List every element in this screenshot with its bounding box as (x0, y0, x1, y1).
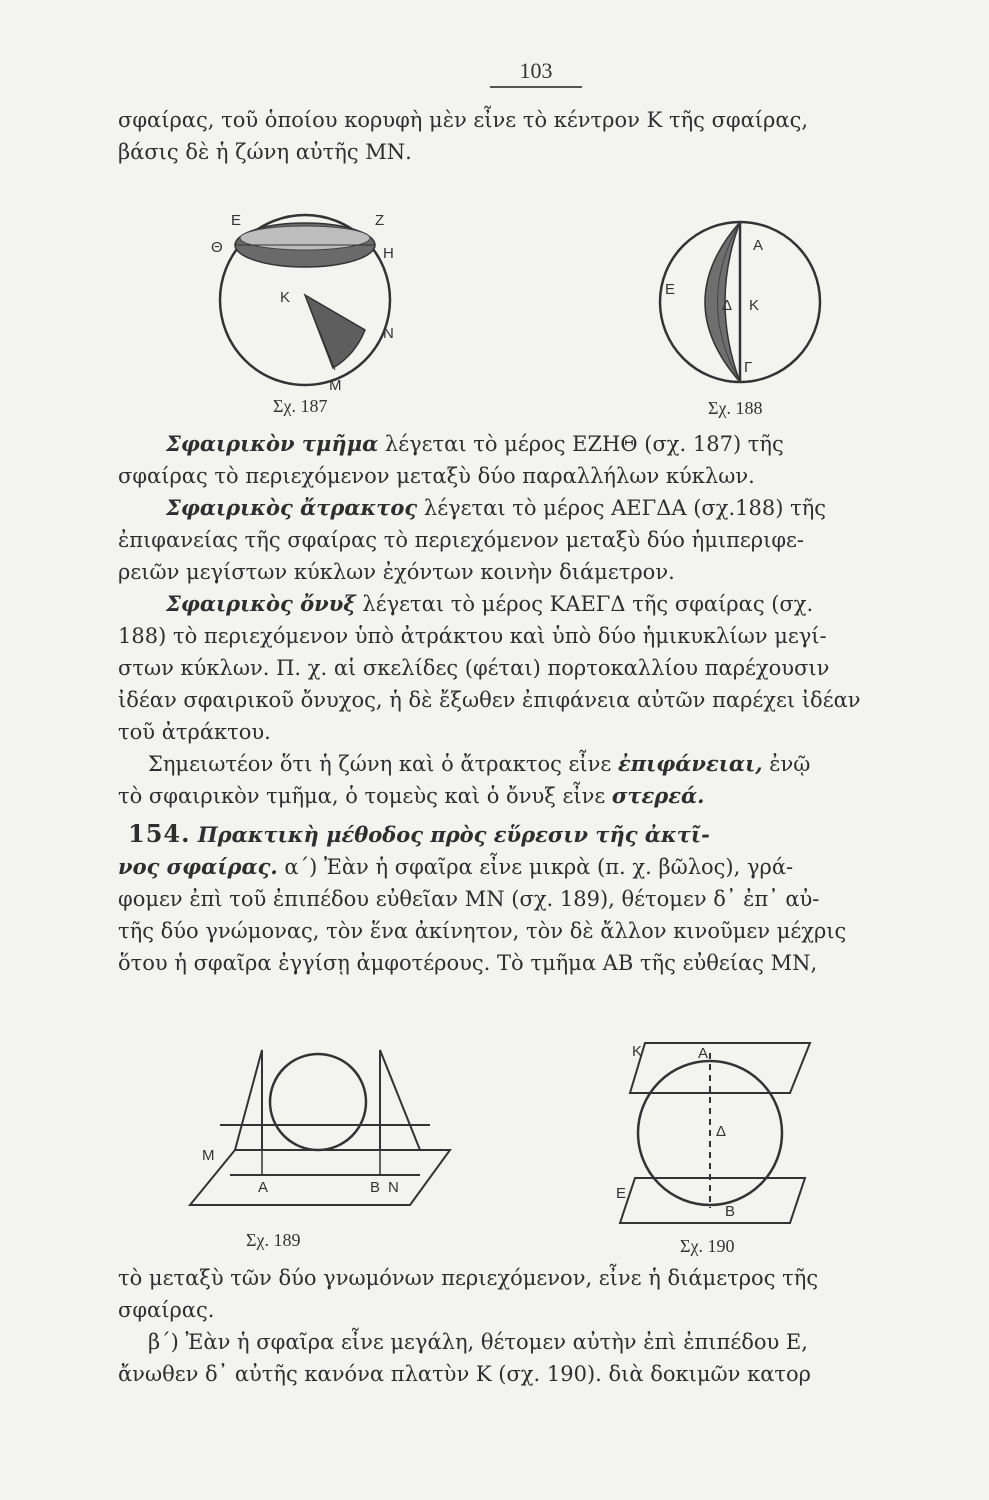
caption-fig-189: Σχ. 189 (246, 1230, 301, 1250)
text-run: λέγεται τὸ μέρος ΑΕΓΔΑ (σχ.188) τῆς (417, 496, 827, 520)
text-line: ἰδέαν σφαιρικοῦ ὄνυχος, ἡ δὲ ἔξωθεν ἐπιφάνεια αὐτῶν παρέχει ἰδέαν (118, 688, 861, 712)
term-spherical-lune: Σφαιρικὸς ἄτρακτος (166, 495, 418, 520)
text-line: σφαίρας τὸ περιεχόμενον μεταξὺ δύο παραλλήλων κύκλων. (118, 464, 755, 488)
text-line: φομεν ἐπὶ τοῦ ἐπιπέδου εὐθεῖαν ΜΝ (σχ. 189), θέτομεν δ᾽ ἐπ᾽ αὐ- (118, 887, 820, 911)
figure-189 (180, 1040, 470, 1220)
label-theta: Θ (211, 239, 223, 256)
label-alpha: Α (698, 1045, 709, 1062)
definition-wedge (118, 588, 908, 620)
label-beta: Β (370, 1179, 381, 1196)
label-eta: Η (383, 245, 394, 262)
label-gamma: Γ (744, 359, 753, 376)
label-epsilon: Ε (665, 281, 676, 298)
text-line: σφαίρας. (118, 1298, 215, 1322)
text-run: λέγεται τὸ μέρος ΕΖΗΘ (σχ. 187) τῆς (378, 432, 784, 456)
text-line: ὅτου ἡ σφαῖρα ἐγγίσῃ ἀμφοτέρους. Τὸ τμῆμα ΑΒ τῆς εὐθείας ΜΝ, (118, 951, 818, 975)
text-run: α΄) Ἐὰν ἡ σφαῖρα εἶνε μικρὰ (π. χ. βῶλος), γρά- (277, 855, 794, 879)
section-number: 154. (128, 819, 191, 848)
label-delta: Δ (716, 1123, 727, 1140)
text-line: τοῦ ἀτράκτου. (118, 720, 271, 744)
label-epsilon: Ε (616, 1185, 627, 1202)
text-run: τὸ σφαιρικὸν τμῆμα, ὁ τομεὺς καὶ ὁ ὄνυξ εἶνε (118, 784, 612, 808)
text-run: Σημειωτέον ὅτι ἡ ζώνη καὶ ὁ ἄτρακτος εἶνε (148, 752, 618, 776)
caption-fig-188: Σχ. 188 (708, 398, 763, 418)
section-title: νος σφαίρας. (118, 854, 278, 879)
definition-segment (118, 428, 908, 460)
label-mu: Μ (329, 377, 342, 394)
text-line: 188) τὸ περιεχόμενον ὑπὸ ἀτράκτου καὶ ὑπὸ δύο ἡμικυκλίων μεγί- (118, 624, 827, 648)
label-nu: Ν (388, 1179, 399, 1196)
label-alpha: Α (753, 237, 764, 254)
label-beta: Β (725, 1203, 736, 1220)
definitions-block (118, 428, 908, 979)
text-line: τὸ μεταξὺ τῶν δύο γνωμόνων περιεχόμενον, εἶνε ἡ διάμετρος τῆς (118, 1266, 819, 1290)
label-kappa: Κ (632, 1043, 643, 1060)
paragraph-intro (118, 104, 908, 168)
text-line: ἄνωθεν δ᾽ αὐτῆς κανόνα πλατὺν Κ (σχ. 190). διὰ δοκιμῶν κατορ (118, 1362, 811, 1386)
note-line (118, 748, 908, 780)
caption-fig-187: Σχ. 187 (273, 396, 328, 416)
text-line: β΄) Ἐὰν ἡ σφαῖρα εἶνε μεγάλη, θέτομεν αὐτὴν ἐπὶ ἐπιπέδου Ε, (148, 1330, 808, 1354)
label-delta: Δ (722, 297, 733, 314)
label-nu: Ν (383, 325, 394, 342)
text-line: ρειῶν μεγίστων κύκλων ἐχόντων κοινὴν διάμετρον. (118, 560, 675, 584)
text-line: βάσις δὲ ἡ ζώνη αὐτῆς ΜΝ. (118, 140, 412, 164)
text-line: στων κύκλων. Π. χ. αἱ σκελίδες (φέται) πορτοκαλλίου παρέχουσιν (118, 656, 830, 680)
term-spherical-wedge: Σφαιρικὸς ὄνυξ (166, 591, 356, 616)
label-kappa: Κ (280, 289, 291, 306)
text-line (118, 851, 908, 883)
text-line: ἐπιφανείας τῆς σφαίρας τὸ περιεχόμενον μεταξὺ δύο ἡμιπεριφε- (118, 528, 805, 552)
caption-fig-190: Σχ. 190 (680, 1236, 735, 1256)
figure-187 (205, 200, 405, 400)
emphasis: στερεά. (611, 783, 705, 808)
label-alpha: Α (258, 1179, 269, 1196)
label-zeta: Ζ (375, 212, 385, 229)
section-heading (118, 818, 908, 851)
paragraph-continuation (118, 1262, 908, 1390)
note-line (118, 780, 908, 812)
emphasis: ἐπιφάνειαι, (617, 751, 763, 776)
text-line: τῆς δύο γνώμονας, τὸν ἕνα ἀκίνητον, τὸν δὲ ἄλλον κινοῦμεν μέχρις (118, 919, 847, 943)
section-title: Πρακτικὴ μέθοδος πρὸς εὕρεσιν τῆς ἀκτῖ- (190, 822, 710, 847)
text-line: σφαίρας, τοῦ ὁποίου κορυφὴ μὲν εἶνε τὸ κέντρον Κ τῆς σφαίρας, (118, 108, 809, 132)
figure-190 (610, 1028, 820, 1228)
term-spherical-segment: Σφαιρικὸν τμῆμα (166, 431, 379, 456)
figure-188 (650, 212, 830, 392)
label-mu: Μ (202, 1147, 215, 1164)
page-number: 103 (490, 58, 582, 88)
text-run: ἐνῷ (762, 752, 811, 776)
label-epsilon: Ε (231, 212, 242, 229)
text-run: λέγεται τὸ μέρος ΚΑΕΓΔ τῆς σφαίρας (σχ. (355, 592, 814, 616)
label-kappa: Κ (749, 297, 760, 314)
definition-lune (118, 492, 908, 524)
